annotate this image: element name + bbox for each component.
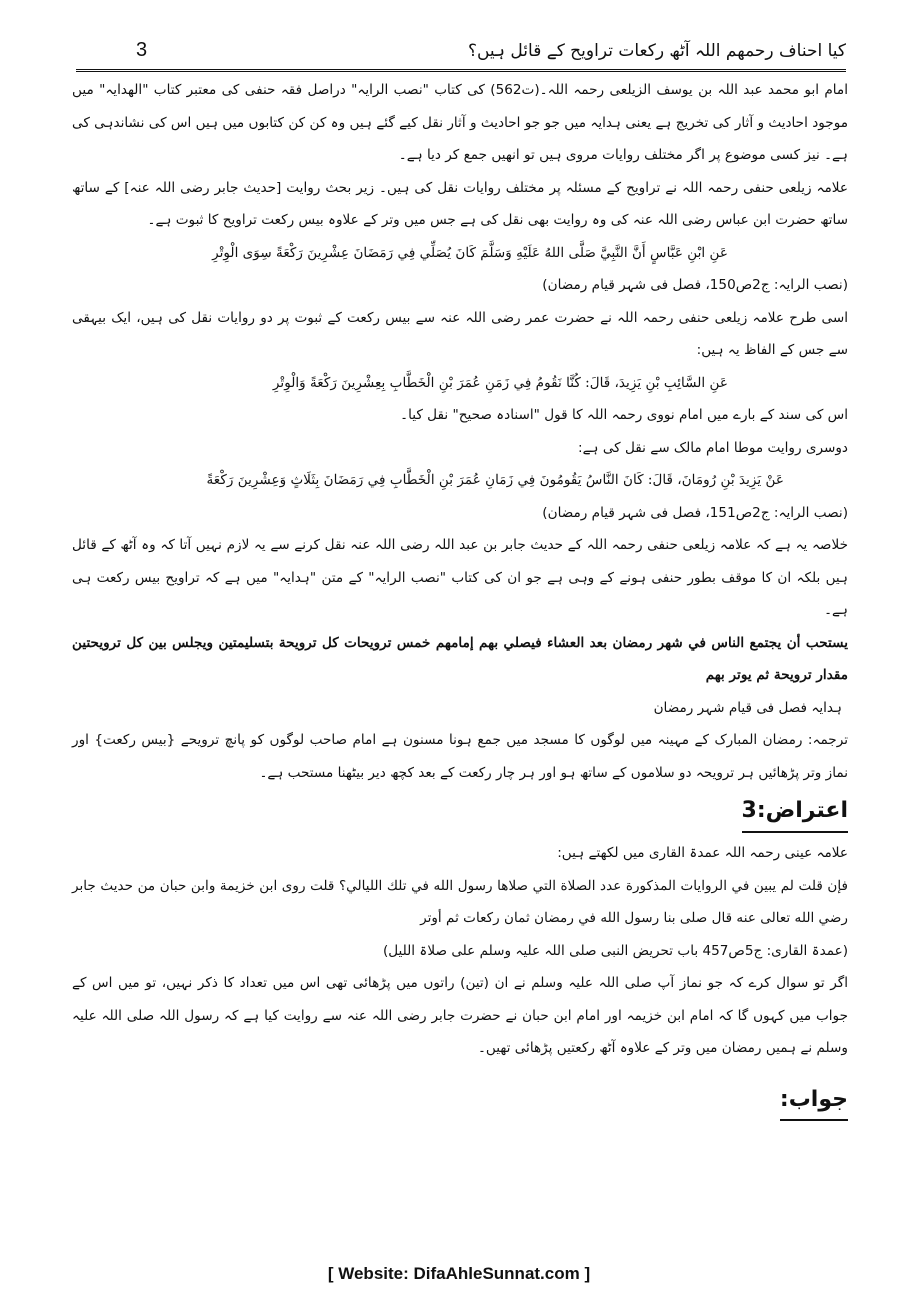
paragraph-translation: ترجمہ: رمضان المبارک کے مہینہ میں لوگوں کا مسجد میں جمع ہونا مسنون ہے امام صاحب لوگوں کو پانچ ترویحے {بیس رکعت} اور نماز وتر پڑھائیں ہر ترویحہ دو سلاموں کے ساتھ ہو اور ہر چار رکعت کے بعد کچھ دیر بیٹھنا مستحب ہے۔ <box>72 732 848 781</box>
arabic-hadith-saib: عَنِ السَّائِبِ بْنِ يَزِيدَ، قَالَ: كُنَّا نَقُومُ فِي زَمَنِ عُمَرَ بْنِ الْخَطَّابِ بِعِشْرِينَ رَكْعَةً وَالْوِتْرِ <box>272 374 728 391</box>
answer-heading: جواب: <box>780 1081 848 1121</box>
reference-umdat-al-qari: (عمدۃ القاری: ج5ص457 باب تحریض النبی صلی اللہ علیہ وسلم علی صلاۃ اللیل) <box>382 942 848 959</box>
paragraph-nawawi-isnad: اس کی سند کے بارے میں امام نووی رحمہ اللہ کا قول "اسنادہ صحیح" نقل کیا۔ <box>400 407 848 423</box>
running-title: کیا احناف رحمھم اللہ آٹھ رکعات تراویح کے قائل ہیں؟ <box>467 40 846 61</box>
document-body <box>72 74 848 1121</box>
arabic-umdat-al-qari-quote: فإن قلت لم يبين في الروايات المذكورة عدد الصلاة التي صلاها رسول الله في تلك الليالي؟ قلت روى ابن خزيمة وابن حبان من حديث جابر رضي الله تعالى عنه قال صلى بنا رسول الله في رمضان ثمان ركعات ثم أوتر <box>72 877 848 926</box>
paragraph-muwatta-intro: دوسری روایت موطا امام مالک سے نقل کی ہے: <box>578 439 848 456</box>
arabic-hidaya-text: يستحب أن يجتمع الناس في شهر رمضان بعد العشاء فيصلي بهم إمامهم خمس ترويحات كل ترويحة بتسليمتين ويجلس بين كل ترويحتين مقدار ترويحة ثم يوتر بهم <box>72 634 848 683</box>
arabic-hadith-ibn-abbas: عَنِ ابْنِ عَبَّاسٍ أَنَّ النَّبِيَّ صَلَّى اللهُ عَلَيْهِ وَسَلَّمَ كَانَ يُصَلِّي فِي رَمَضَانَ عِشْرِينَ رَكْعَةً سِوَى الْوِتْرِ <box>212 244 728 261</box>
arabic-hadith-yazid-ruman: عَنْ يَزِيدَ بْنِ رُومَانَ، قَالَ: كَانَ النَّاسُ يَقُومُونَ فِي زَمَانِ عُمَرَ بْنِ الْخَطَّابِ فِي رَمَضَانَ بِثَلَاثٍ وَعِشْرِينَ رَكْعَةً <box>206 472 784 488</box>
paragraph-tarawih-narrations: علامہ زیلعی حنفی رحمہ اللہ نے تراویح کے مسئلہ پر مختلف روایات نقل کی ہیں۔ زیر بحث روایت [حدیث جابر رضی اللہ عنہ] کے ساتھ ساتھ حضرت ابن عباس رضی اللہ عنہ کی وہ روایت بھی نقل کی ہے جس میں وتر کے علاوہ بیس رکعت تراویح کا ثبوت ہے۔ <box>72 179 848 228</box>
objection-heading: اعتراض:3 <box>742 791 848 833</box>
header-rule <box>76 69 846 72</box>
reference-hidaya: ہدایہ فصل فی قیام شہر رمضان <box>653 699 842 716</box>
reference-nasb-al-raya-151: (نصب الرایہ: ج2ص151، فصل فی شہر قیام رمضان) <box>542 504 848 521</box>
website-footer: [ Website: DifaAhleSunnat.com ] <box>327 1264 591 1283</box>
paragraph-umar-narrations: اسی طرح علامہ زیلعی حنفی رحمہ اللہ نے حضرت عمر رضی اللہ عنہ سے بیس رکعت کے ثبوت پر دو روایات نقل کی ہیں، ایک بیہقی سے جس کے الفاظ یہ ہیں: <box>72 309 848 358</box>
paragraph-objection-translation: اگر تو سوال کرے کہ جو نماز آپ صلی اللہ علیہ وسلم نے ان (تین) راتوں میں پڑھائی تھی اس میں تعداد کا ذکر نہیں، تو میں اس کے جواب میں کہوں گا کہ امام ابن خزیمہ اور امام ابن حبان نے حضرت جابر رضی اللہ عنہ سے روایت کیا ہے کہ رسول اللہ صلی اللہ علیہ وسلم نے ہمیں رمضان میں وتر کے علاوہ آٹھ رکعتیں پڑھائی تھیں۔ <box>72 975 848 1056</box>
paragraph-aini-intro: علامہ عینی رحمہ اللہ عمدۃ القاری میں لکھتے ہیں: <box>557 845 848 861</box>
page-number: 3 <box>136 38 148 61</box>
paragraph-summary: خلاصہ یہ ہے کہ علامہ زیلعی حنفی رحمہ اللہ کے حدیث جابر بن عبد اللہ رضی اللہ عنہ نقل کرنے سے یہ لازم نہیں آتا کہ وہ آٹھ کے قائل ہیں بلکہ ان کا موقف بطور حنفی ہونے کے وہی ہے جو ان کی کتاب "نصب الرایہ" کے متن "ہدایہ" میں ہے کہ تراویح بیس رکعت ہی ہے۔ <box>72 537 848 618</box>
reference-nasb-al-raya-150: (نصب الرایہ: ج2ص150، فصل فی شہر قیام رمضان) <box>542 277 848 293</box>
page-header <box>76 30 846 70</box>
paragraph-zaylai-intro: امام ابو محمد عبد اللہ بن یوسف الزیلعی رحمہ اللہ۔(ت562) کی کتاب "نصب الرایہ" دراصل فقہ حنفی کی معتبر کتاب "الھدایہ" میں موجود احادیث و آثار کی تخریج ہے یعنی ہدایہ میں جو جو احادیث و آثار نقل کیے گئے ہیں وہ کن کن کتابوں میں ہیں اس کی نشاندہی کی ہے۔ نیز کسی موضوع پر اگر مختلف روایات مروی ہیں تو انھیں جمع کر دیا ہے۔ <box>72 82 848 163</box>
